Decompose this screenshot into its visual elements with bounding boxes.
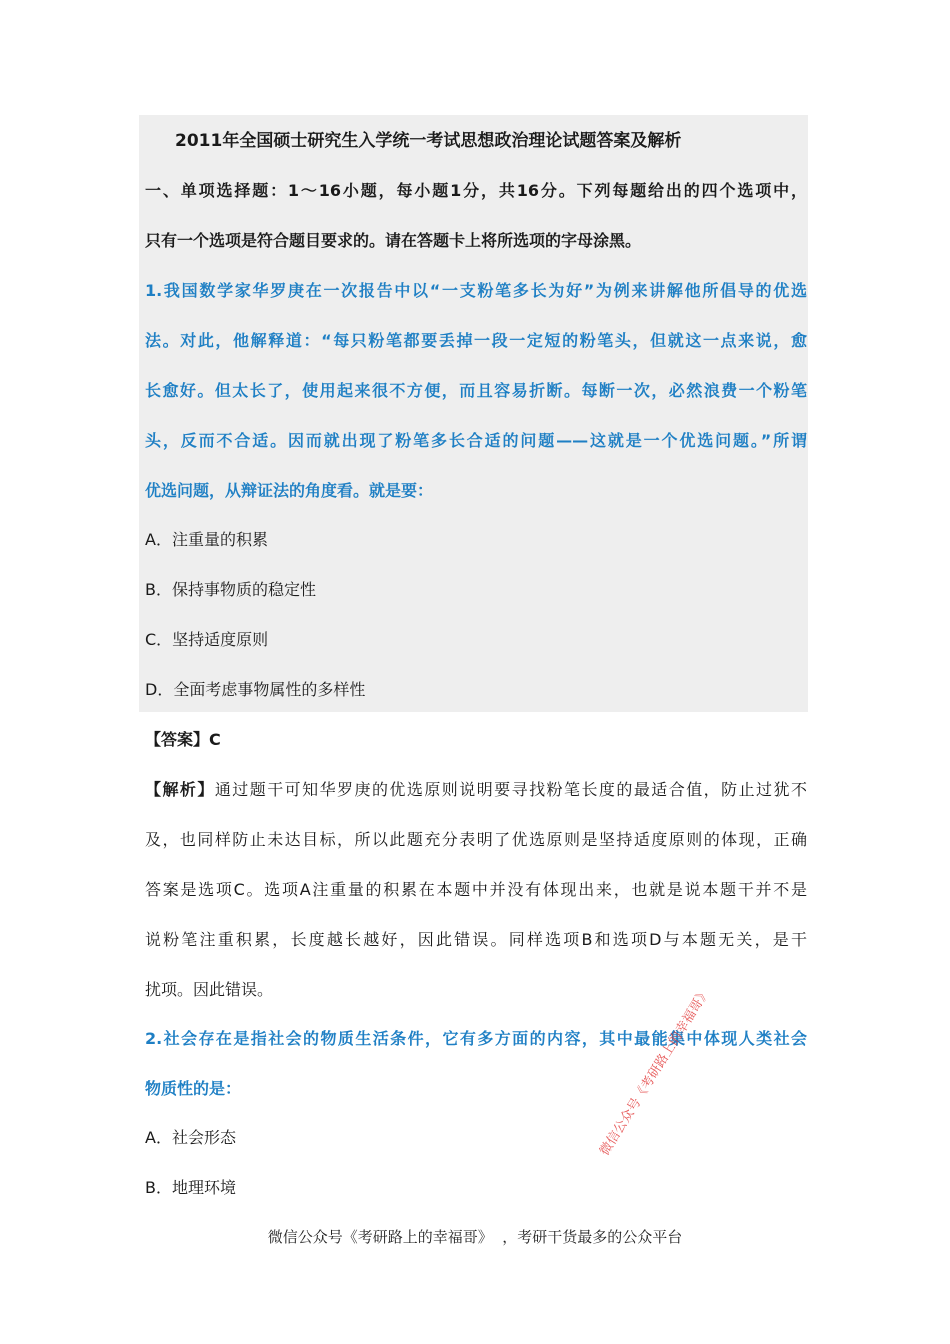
answer-value: C [209,730,221,749]
analysis-line: 说粉笔注重积累，长度越长越好，因此错误。同样选项B和选项D与本题无关，是干 [145,930,807,949]
analysis-line: 答案是选项C。选项A注重量的积累在本题中并没有体现出来，也就是说本题干并不是 [145,880,807,899]
answer-label: 【答案】 [145,730,210,749]
question-1-option-d: D．全面考虑事物属性的多样性 [145,680,366,699]
question-1-line: 头，反而不合适。因而就出现了粉笔多长合适的问题——这就是一个优选问题。”所谓 [145,431,807,450]
watermark-stamp: 微信公众号《考研路上的幸福哥》 [597,985,714,1159]
question-1-line: 长愈好。但太长了，使用起来很不方便，而且容易折断。每断一次，必然浪费一个粉笔 [145,381,807,400]
question-1-option-b: B．保持事物质的稳定性 [145,580,316,599]
analysis-line: 扰项。因此错误。 [145,980,274,999]
analysis-text: 通过题干可知华罗庚的优选原则说明要寻找粉笔长度的最适合值，防止过犹不 [214,780,807,799]
question-2-line: 物质性的是： [145,1079,242,1098]
question-1-line: 1.我国数学家华罗庚在一次报告中以“一支粉笔多长为好”为例来讲解他所倡导的优选 [145,281,807,300]
document-title: 2011年全国硕士研究生入学统一考试思想政治理论试题答案及解析 [175,131,682,151]
question-1-option-c: C．坚持适度原则 [145,630,269,649]
section-heading-line-2: 只有一个选项是符合题目要求的。请在答题卡上将所选项的字母涂黑。 [145,231,642,250]
analysis-line: 及，也同样防止未达目标，所以此题充分表明了优选原则是坚持适度原则的体现，正确 [145,830,807,849]
question-highlight-block [139,115,808,712]
question-2-option-b: B．地理环境 [145,1178,236,1197]
question-1-line: 法。对此，他解释道：“每只粉笔都要丢掉一段一定短的粉笔头，但就这一点来说，愈 [145,331,807,350]
question-1-line: 优选问题，从辩证法的角度看。就是要： [145,481,434,500]
question-2-option-a: A．社会形态 [145,1128,236,1147]
answer-line [145,729,221,751]
analysis-line [145,779,807,801]
page-footer: 微信公众号《考研路上的幸福哥》 ，考研干货最多的公众平台 [267,1228,683,1246]
question-1-option-a: A．注重量的积累 [145,530,268,549]
analysis-label: 【解析】 [145,780,215,799]
question-2-line: 2.社会存在是指社会的物质生活条件，它有多方面的内容，其中最能集中体现人类社会 [145,1029,807,1048]
section-heading-line-1: 一、单项选择题：1～16小题，每小题1分，共16分。下列每题给出的四个选项中， [145,181,807,200]
